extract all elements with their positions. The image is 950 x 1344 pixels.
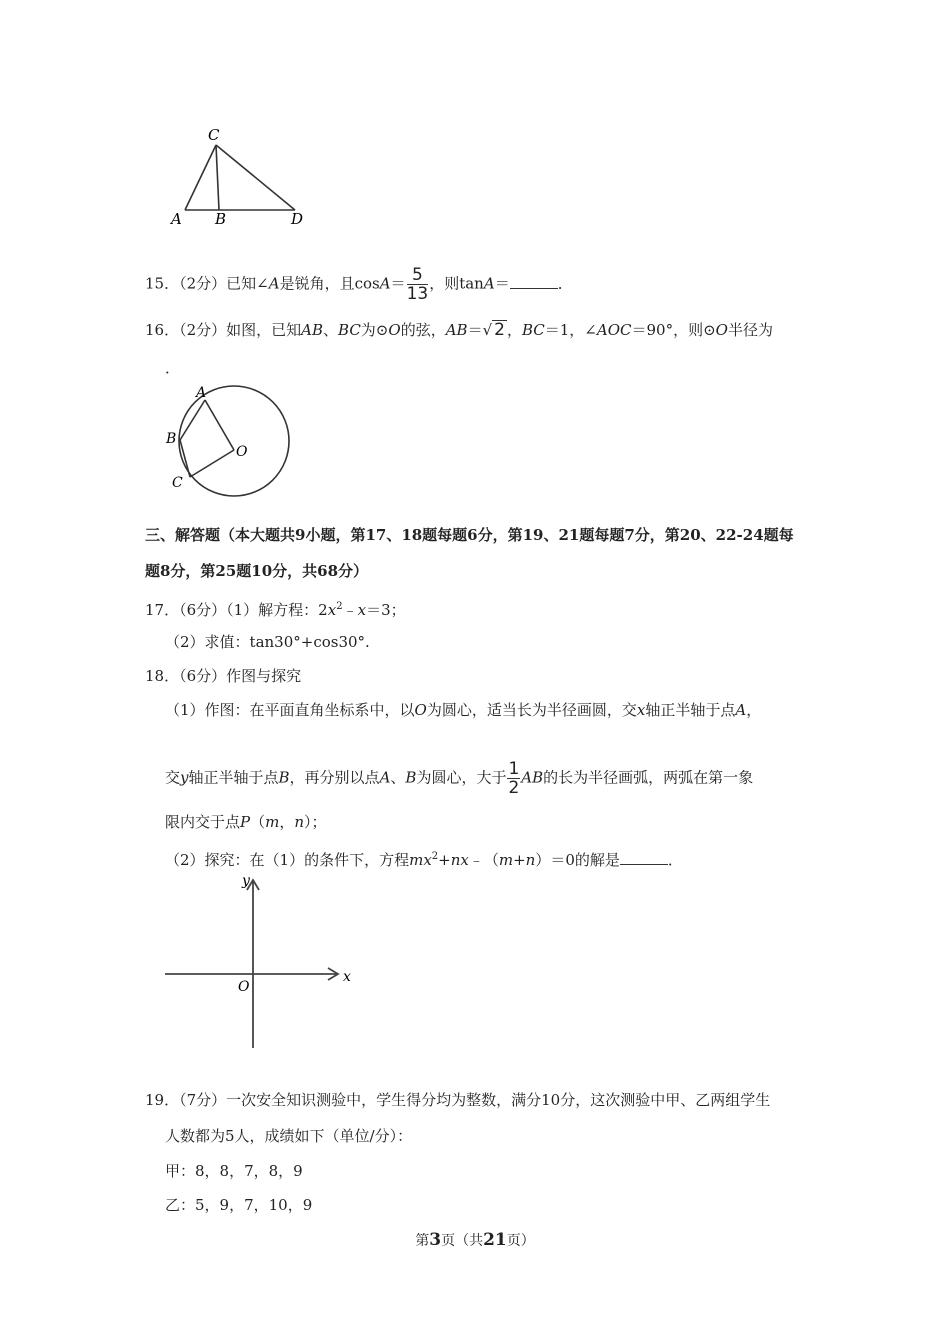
question-18-part1-line1: （1）作图：在平面直角坐标系中，以O为圆心，适当长为半径画圆，交x轴正半轴于点A， [165, 701, 762, 719]
label-A: A [196, 385, 207, 401]
section-3-header-line1: 三、解答题（本大题共9小题，第17、18题每题6分，第19、21题每题7分，第20、22-24题每 [145, 526, 794, 544]
question-15: 15．（2分）已知∠A是锐角，且cosA＝ $\frac{5}{13}$ ，则tanA＝ ． [145, 265, 573, 304]
coordinate-axes-figure [160, 870, 370, 1055]
label-x: x [343, 969, 351, 985]
label-B: B [215, 210, 227, 228]
page-footer: 第3页（共21页） [415, 1230, 535, 1250]
question-18-part1-line2: 交y轴正半轴于点B，再分别以点A、B为圆心，大于 $\frac{1}{2}$ AB的长为半径画弧，两弧在第一象 [165, 759, 754, 798]
question-19: 19．（7分）一次安全知识测验中，学生得分均为整数，满分10分，这次测验中甲、乙两组学生 [145, 1091, 771, 1109]
label-B: B [166, 431, 177, 447]
label-D: D [291, 210, 304, 228]
label-A: A [171, 210, 182, 228]
question-18-part2: （2）探究：在（1）的条件下，方程$mx^2+nx﹣(m+n)=0$的解是 ． [165, 851, 683, 869]
fraction-5-13: $\frac{5}{13}$ [406, 265, 429, 304]
section-3-header-line2: 题8分，第25题10分，共68分） [145, 562, 369, 580]
question-18-part1-line3: 限内交于点P（m，n）； [165, 813, 327, 831]
question-17: 17．（6分）（1）解方程：$2x^2﹣x=3$； [145, 601, 406, 619]
score-group-jia: 甲：8，8，7，8，9 [165, 1162, 303, 1180]
question-16: 16．（2分）如图，已知AB、BC为⊙O的弦，AB＝√ 2 ，BC＝1，∠AOC＝90°，则⊙O半径为 [145, 320, 773, 340]
label-C: C [208, 126, 220, 144]
answer-blank [620, 850, 668, 865]
question-19-line2: 人数都为5人，成绩如下（单位/分）： [165, 1127, 413, 1145]
fraction-1-2: $\frac{1}{2}$ [508, 759, 520, 798]
label-C: C [172, 475, 183, 491]
question-18: 18．（6分）作图与探究 [145, 667, 302, 685]
triangle-figure [165, 125, 315, 230]
label-y: y [242, 873, 250, 889]
question-17-part2: （2）求值：tan30°+cos30°. [165, 633, 370, 651]
sqrt-2: 2 [494, 320, 505, 340]
question-16-blank-line: ． [165, 359, 181, 377]
label-O: O [236, 444, 248, 460]
label-O: O [238, 979, 250, 995]
circle-figure [160, 383, 300, 508]
score-group-yi: 乙：5，9，7，10，9 [165, 1196, 313, 1214]
answer-blank [510, 274, 558, 289]
